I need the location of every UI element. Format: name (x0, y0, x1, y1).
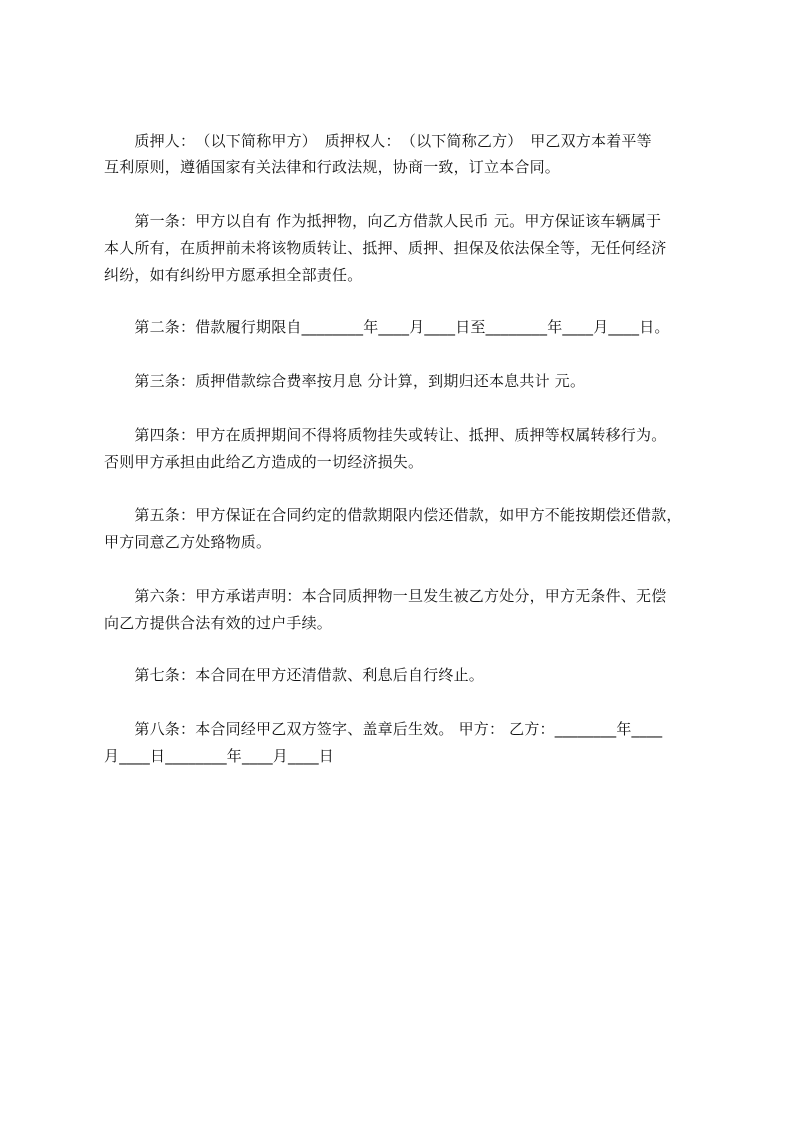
article-1-line-3: 纠纷，如有纠纷甲方愿承担全部责任。 (104, 266, 363, 284)
article-5-line-1: 第五条：甲方保证在合同约定的借款期限内偿还借款，如甲方不能按期偿还借款， (104, 506, 682, 524)
article-8-line-1: 第八条：本合同经甲乙双方签字、盖章后生效。 甲方： 乙方：________年____ (104, 720, 663, 738)
article-3-line-1: 第三条：质押借款综合费率按月息 分计算，到期归还本息共计 元。 (104, 372, 586, 390)
article-6-line-2: 向乙方提供合法有效的过户手续。 (104, 614, 333, 632)
preamble-line-2: 互利原则，遵循国家有关法律和行政法规，协商一致，订立本合同。 (104, 158, 561, 176)
article-4-line-2: 否则甲方承担由此给乙方造成的一切经济损失。 (104, 453, 424, 471)
article-8-line-2: 月____日________年____月____日 (104, 747, 335, 765)
article-1-line-2: 本人所有，在质押前未将该物质转让、抵押、质押、担保及依法保全等，无任何经济 (104, 239, 667, 257)
article-5-line-2: 甲方同意乙方处臵物质。 (104, 533, 272, 551)
article-6-line-1: 第六条：甲方承诺声明：本合同质押物一旦发生被乙方处分，甲方无条件、无偿 (104, 587, 667, 605)
article-2-line-1: 第二条：借款履行期限自________年____月____日至________年____月____日。 (104, 318, 670, 336)
preamble-line-1: 质押人： （以下简称甲方） 质押权人： （以下简称乙方） 甲乙双方本着平等 (104, 132, 652, 150)
article-4-line-1: 第四条：甲方在质押期间不得将质物挂失或转让、抵押、质押等权属转移行为。 (104, 426, 667, 444)
article-7-line-1: 第七条：本合同在甲方还清借款、利息后自行终止。 (104, 666, 485, 684)
article-1-line-1: 第一条：甲方以自有 作为抵押物，向乙方借款人民币 元。甲方保证该车辆属于 (104, 212, 662, 230)
